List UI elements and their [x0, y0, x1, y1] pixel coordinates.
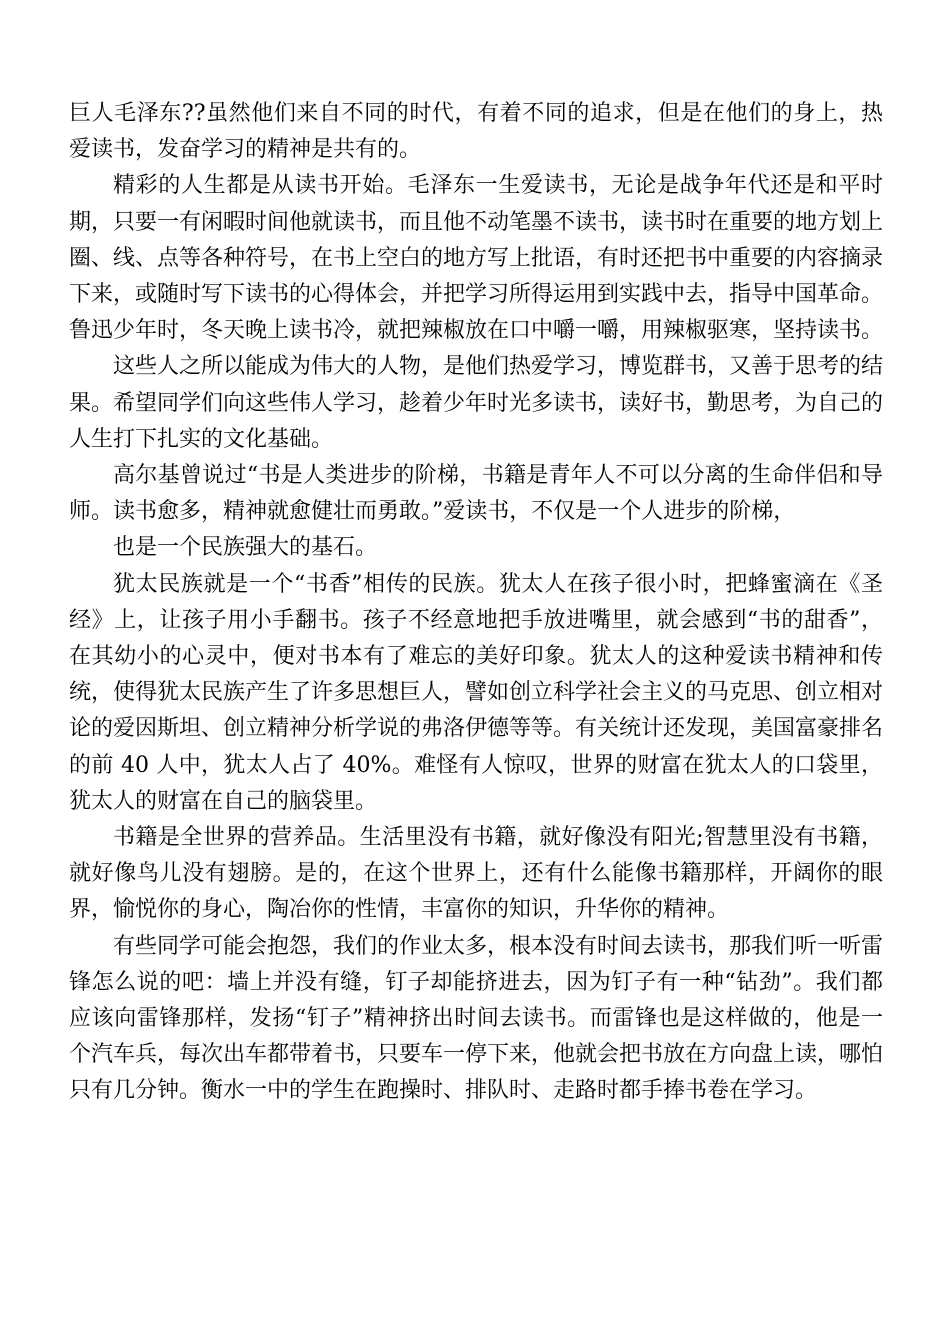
paragraph-jewish-people: 犹太民族就是一个“书香”相传的民族。犹太人在孩子很小时，把蜂蜜滴在《圣经》上，让孩子用小手翻书。孩子不经意地把手放进嘴里，就会感到“书的甜香”，在其幼小的心灵中，便对书本有了难忘的美好印象。犹太人的这种爱读书精神和传统，使得犹太民族产生了许多思想巨人，譬如创立科学社会主义的马克思、创立相对论的爱因斯坦、创立精神分析学说的弗洛伊德等等。有关统计还发现，美国富豪排名的前 40 人中，犹太人占了 40%。难怪有人惊叹，世界的财富在犹太人的口袋里，犹太人的财富在自己的脑袋里。 [69, 571, 884, 814]
paragraph-lei-feng: 有些同学可能会抱怨，我们的作业太多，根本没有时间去读书，那我们听一听雷锋怎么说的吧：墙上并没有缝，钉子却能挤进去，因为钉子有一种“钻劲”。我们都应该向雷锋那样，发扬“钉子”精神挤出时间去读书。而雷锋也是这样做的，他是一个汽车兵，每次出车都带着书，只要车一停下来，他就会把书放在方向盘上读，哪怕只有几分钟。衡水一中的学生在跑操时、排队时、走路时都手捧书卷在学习。 [69, 933, 884, 1104]
paragraph-gorky-quote: 高尔基曾说过“书是人类进步的阶梯，书籍是青年人不可以分离的生命伴侣和导师。读书愈多，精神就愈健壮而勇敢。”爱读书，不仅是一个人进步的阶梯， [69, 463, 883, 525]
paragraph-great-people: 这些人之所以能成为伟大的人物，是他们热爱学习，博览群书，又善于思考的结果。希望同学们向这些伟人学习，趁着少年时光多读书，读好书，勤思考，为自己的人生打下扎实的文化基础。 [69, 354, 884, 452]
paragraph-mao-lu-xun: 精彩的人生都是从读书开始。毛泽东一生爱读书，无论是战争年代还是和平时期，只要一有闲暇时间他就读书，而且他不动笔墨不读书，读书时在重要的地方划上圈、线、点等各种符号，在书上空白的地方写上批语，有时还把书中重要的内容摘录下来，或随时写下读书的心得体会，并把学习所得运用到实践中去，指导中国革命。鲁迅少年时，冬天晚上读书冷，就把辣椒放在口中嚼一嚼，用辣椒驱寒，坚持读书。 [69, 173, 884, 344]
paragraph-books-nutrition: 书籍是全世界的营养品。生活里没有书籍，就好像没有阳光;智慧里没有书籍，就好像鸟儿没有翅膀。是的，在这个世界上，还有什么能像书籍那样，开阔你的眼界，愉悦你的身心，陶冶你的性情，丰富你的知识，升华你的精神。 [69, 825, 883, 923]
document-page [69, 96, 883, 1110]
paragraph-nation-foundation: 也是一个民族强大的基石。 [113, 535, 378, 561]
paragraph-intro: 巨人毛泽东??虽然他们来自不同的时代，有着不同的追求，但是在他们的身上，热爱读书，发奋学习的精神是共有的。 [69, 101, 883, 163]
